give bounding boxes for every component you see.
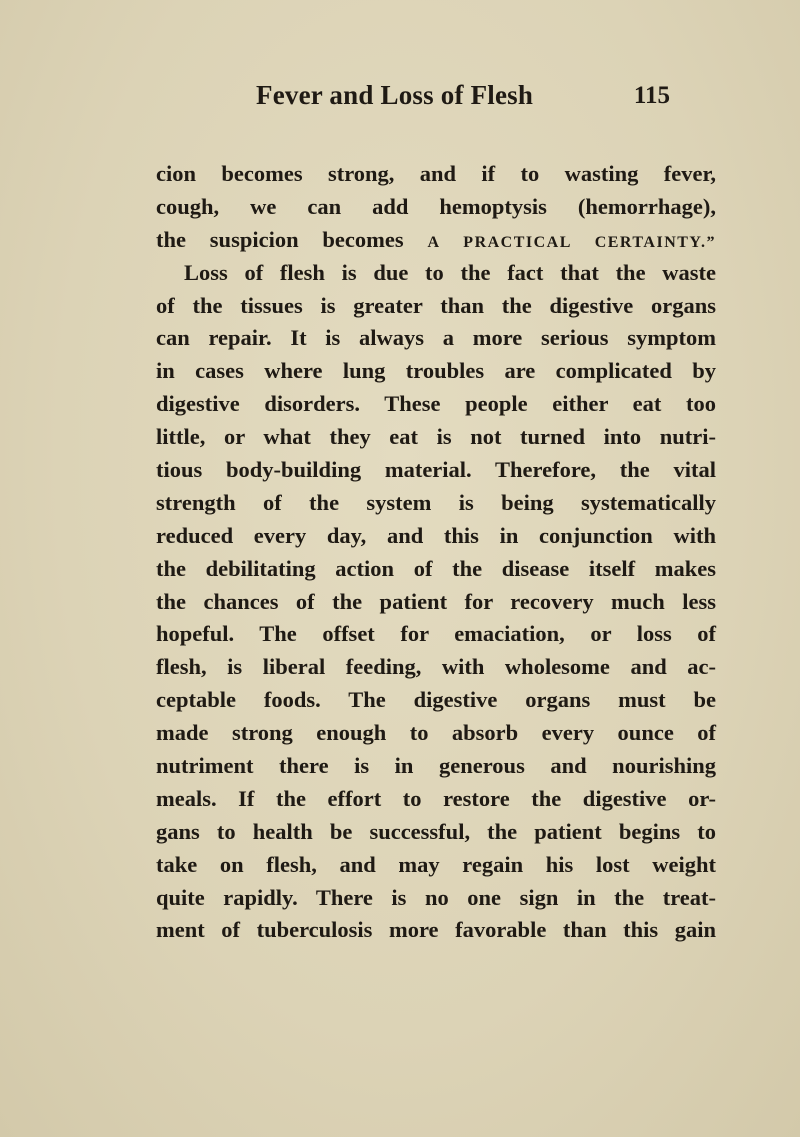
text-line-start: the suspicion becomes <box>156 226 404 252</box>
text-line: can repair. It is always a more serious symptom <box>156 325 716 351</box>
text-line: the chances of the patient for recovery much less <box>156 588 716 614</box>
text-line: strength of the system is being systematically <box>156 489 716 515</box>
text-line: flesh, is liberal feeding, with wholesome and ac- <box>156 654 716 680</box>
text-line: ceptable foods. The digestive organs must be <box>156 687 716 713</box>
text-line: in cases where lung troubles are complicated by <box>156 358 716 384</box>
text-line: ment of tuberculosis more favorable than this gain <box>156 917 716 943</box>
text-line: nutriment there is in generous and nourishing <box>156 753 716 779</box>
text-line: tious body-building material. Therefore, the vital <box>156 457 716 483</box>
text-line: cough, we can add hemoptysis (hemorrhage), <box>156 193 716 219</box>
small-caps-phrase: A PRACTICAL CERTAINTY.” <box>427 233 717 251</box>
text-line: made strong enough to absorb every ounce of <box>156 720 716 746</box>
text-line: quite rapidly. There is no one sign in the treat- <box>156 884 716 910</box>
text-line: reduced every day, and this in conjunction with <box>156 522 716 548</box>
text-line: little, or what they eat is not turned into nutri- <box>156 424 716 450</box>
page-number: 115 <box>633 82 670 109</box>
body-text <box>156 158 716 947</box>
text-line: the debilitating action of the disease itself makes <box>156 555 716 581</box>
running-title: Fever and Loss of Flesh <box>256 80 534 110</box>
text-line <box>156 224 716 257</box>
text-line: hopeful. The offset for emaciation, or loss of <box>156 621 716 647</box>
text-line: of the tissues is greater than the digestive organs <box>156 292 716 318</box>
page-header <box>160 80 670 120</box>
paragraph-first-line: Loss of flesh is due to the fact that the waste <box>184 259 716 285</box>
text-line: cion becomes strong, and if to wasting fever, <box>156 161 716 186</box>
text-line: digestive disorders. These people either eat too <box>156 391 716 417</box>
text-line: gans to health be successful, the patient begins to <box>156 818 716 844</box>
text-line: take on flesh, and may regain his lost weight <box>156 851 716 877</box>
text-line: meals. If the effort to restore the digestive or- <box>156 785 716 811</box>
